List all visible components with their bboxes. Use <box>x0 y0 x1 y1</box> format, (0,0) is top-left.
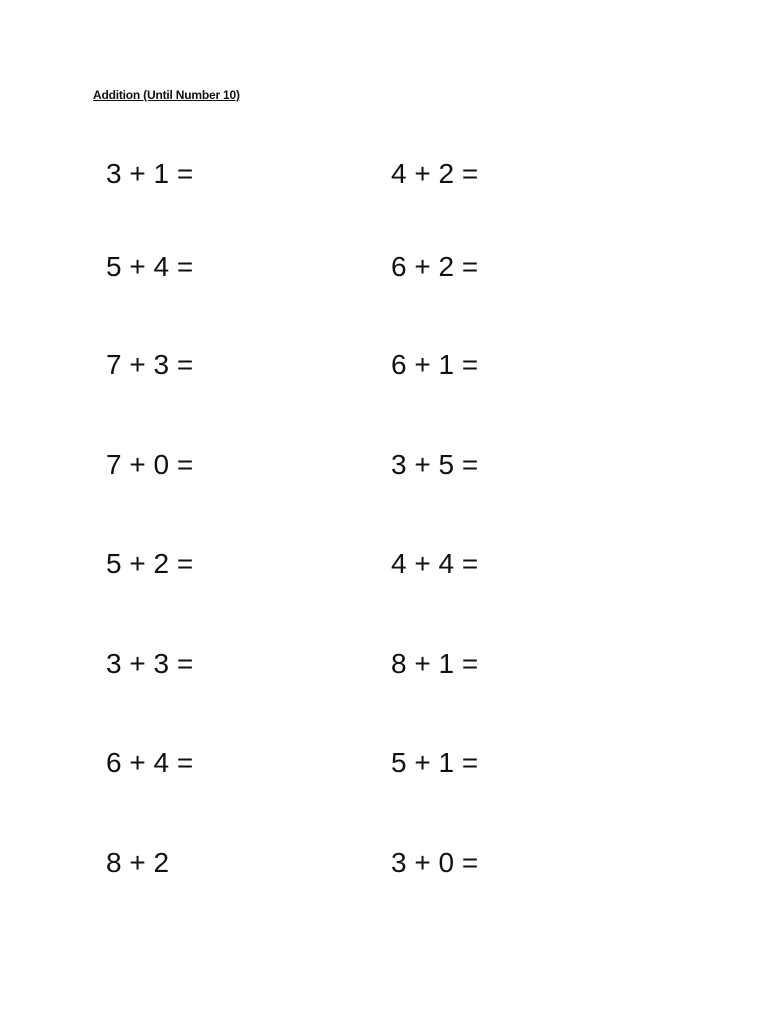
problem-left-3: 7 + 3 = <box>106 349 194 380</box>
problem-right-3: 6 + 1 = <box>391 349 479 380</box>
problem-right-1: 4 + 2 = <box>391 158 479 189</box>
problem-left-5: 5 + 2 = <box>106 548 194 579</box>
problem-right-6: 8 + 1 = <box>391 648 479 679</box>
problem-left-1: 3 + 1 = <box>106 158 194 189</box>
problem-right-8: 3 + 0 = <box>391 847 479 878</box>
worksheet-title: Additi⁠on (Unti⁠l Number 10) <box>93 88 240 102</box>
problem-left-4: 7 + 0 = <box>106 449 194 480</box>
problem-left-6: 3 + 3 = <box>106 648 194 679</box>
problem-left-7: 6 + 4 = <box>106 747 194 778</box>
problem-right-7: 5 + 1 = <box>391 747 479 778</box>
problem-right-5: 4 + 4 = <box>391 548 479 579</box>
problem-right-2: 6 + 2 = <box>391 251 479 282</box>
problem-left-8: 8 + 2 <box>106 847 170 878</box>
problem-left-2: 5 + 4 = <box>106 251 194 282</box>
problem-right-4: 3 + 5 = <box>391 449 479 480</box>
